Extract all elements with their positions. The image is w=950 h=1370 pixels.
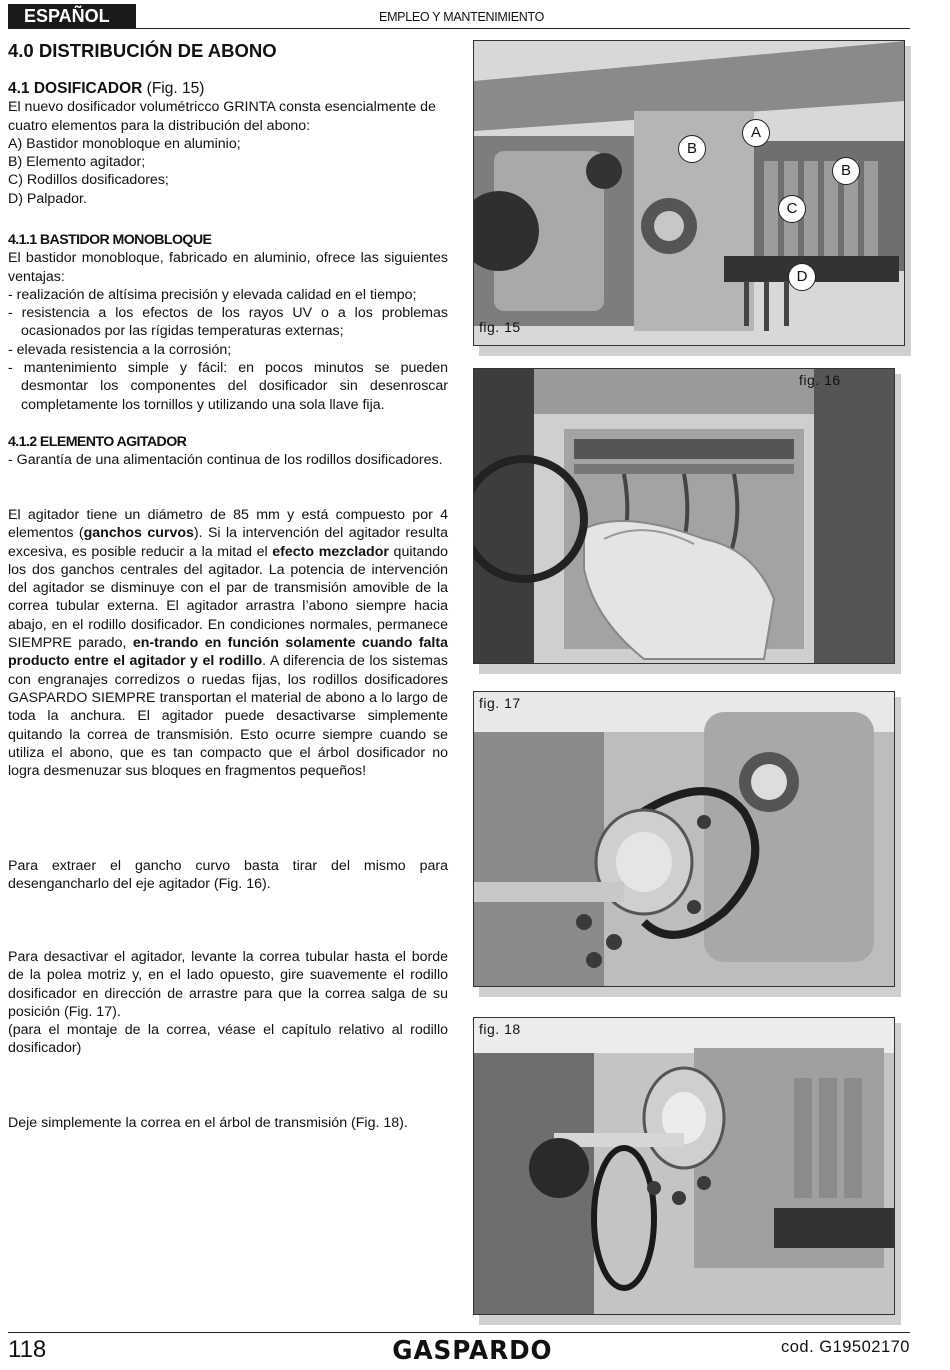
callout-a: A (742, 119, 770, 147)
figure-label: fig. 16 (799, 372, 841, 388)
list-item: A) Bastidor monobloque en aluminio; (8, 135, 241, 152)
section-4-1-1-heading: 4.1.1 BASTIDOR MONOBLOQUE (8, 232, 212, 248)
section-4-1-2-heading: 4.1.2 ELEMENTO AGITADOR (8, 434, 187, 450)
figure-label: fig. 17 (479, 695, 521, 711)
belt-pulley-photo-illustration (474, 692, 895, 987)
deactivate-paragraph: Para desactivar el agitador, levante la correa tubular hasta el borde de la polea motriz y, en el lado opuesto, gire suavemente el rodillo dosificador en dirección de arrastre para que la correa salga de su posición (Fig. 17). (para el montaje de la correa, véase el capítulo relativo al rodillo dosificador) (8, 949, 448, 1057)
doser-photo-illustration (474, 41, 905, 346)
callout-c: C (778, 195, 806, 223)
section-4-1-2 (8, 433, 448, 470)
belt-paragraph: Deje simplemente la correa en el árbol de transmisión (Fig. 18). (8, 1115, 408, 1131)
figure-label: fig. 18 (479, 1021, 521, 1037)
list-item: B) Elemento agitador; (8, 154, 146, 171)
list-item: - resistencia a los efectos de los rayos UV o a los problemas ocasionados por las rígidas temperaturas externas; (8, 305, 448, 340)
language-badge: ESPAÑOL (8, 4, 136, 28)
figure-15 (473, 40, 905, 346)
list-item: C) Rodillos dosificadores; (8, 172, 169, 189)
footer-rule (8, 1332, 910, 1333)
figure-label: fig. 15 (479, 319, 521, 335)
section-label: EMPLEO Y MANTENIMIENTO (379, 10, 544, 24)
section-4-1-intro: El nuevo dosificador volumétricco GRINTA consta esencialmente de cuatro elementos para la distribución del abono: (8, 99, 436, 134)
figure-16 (473, 368, 895, 664)
list-item: - realización de altísima precisión y elevada calidad en el tiempo; (8, 286, 417, 303)
section-4-1 (8, 80, 448, 208)
figure-18 (473, 1017, 895, 1315)
agitator-paragraph: El agitador tiene un diámetro de 85 mm y está compuesto por 4 elementos (ganchos curvos). Si la intervención del agitador resulta excesiva, es posible reducir a la mitad el efecto mezclador quitando los dos ganchos centrales del agitador. La potencia de intervención del agitador se disminuye con el par de transmisión amovible de la correa tubular externa. El agitador arrastra l’abono siempre hacia abajo, en el rodillo dosificador. En condiciones normales, permanece SIEMPRE parado, en-trando en función solamente cuando falta producto entre el agitador y el rodillo. A diferencia de los sistemas con engranajes corredizos o ruedas fijas, los rodillos dosificadores GASPARDO SIEMPRE transportan el material de abono a lo largo de toda la anchura. El agitador puede desactivarse simplemente quitando la correa de transmisión. Esto ocurre siempre cuando se utiliza el abono, que es tan compacto que el árbol dosificador no logra desmenuzar sus bloques en fragmentos pequeños! (8, 507, 448, 780)
section-4-1-1 (8, 231, 448, 414)
list-item: - Garantía de una alimentación continua de los rodillos dosificadores. (8, 452, 443, 469)
figure-17 (473, 691, 895, 987)
header-rule (8, 28, 910, 29)
callout-b: B (832, 157, 860, 185)
document-code: cod. G19502170 (780, 1338, 910, 1356)
brand-logo: GASPARDO (392, 1336, 553, 1366)
agitator-hook-photo-illustration (474, 369, 895, 664)
section-4-1-1-intro: El bastidor monobloque, fabricado en aluminio, ofrece las siguientes ventajas: (8, 250, 448, 285)
callout-b: B (678, 135, 706, 163)
hook-removal-paragraph: Para extraer el gancho curvo basta tirar del mismo para desengancharlo del eje agitador (Fig. 16). (8, 858, 448, 893)
belt-on-shaft-photo-illustration (474, 1018, 895, 1315)
page-number: 118 (8, 1336, 47, 1363)
callout-d: D (788, 263, 816, 291)
section-4-1-heading: 4.1 DOSIFICADOR (Fig. 15) (8, 80, 205, 97)
list-item: - mantenimiento simple y fácil: en pocos minutos se pueden desmontar los componentes del dosificador sin desenroscar completamente los tornillos y utilizando una sola llave fija. (8, 360, 448, 413)
chapter-title: 4.0 DISTRIBUCIÓN DE ABONO (8, 40, 277, 61)
list-item: - elevada resistencia a la corrosión; (8, 341, 232, 358)
list-item: D) Palpador. (8, 190, 87, 207)
